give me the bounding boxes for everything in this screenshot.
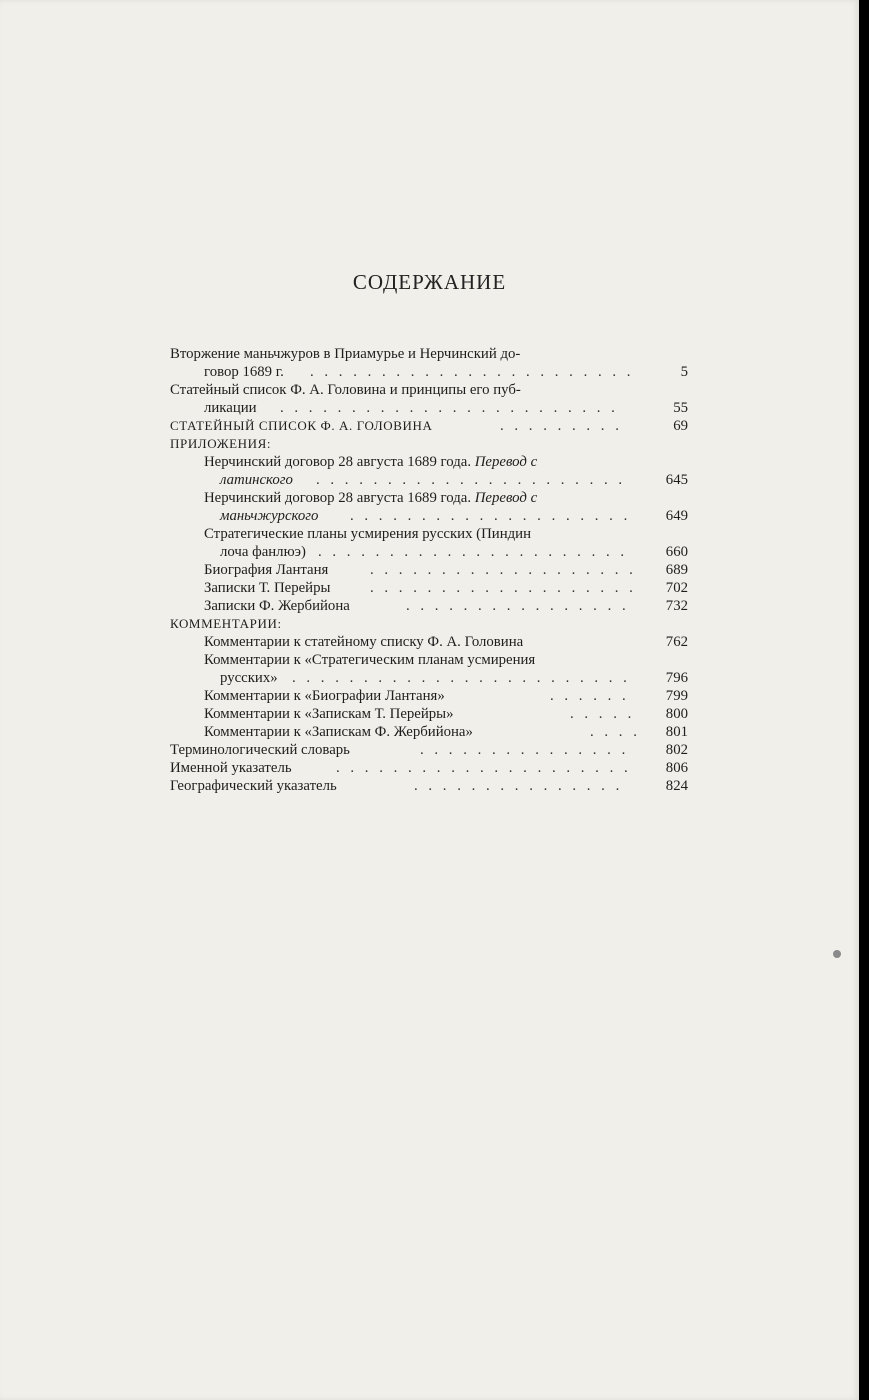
toc-entry-text-cont: русских» (220, 670, 278, 686)
toc-page-number: 5 (680, 364, 688, 380)
toc-entry-text: Комментарии к статейному списку Ф. А. Головина (204, 634, 524, 650)
toc-entry-text: Записки Ф. Жербийона (204, 598, 350, 614)
toc-page-number: 649 (665, 508, 688, 524)
toc-entry (170, 759, 688, 777)
toc-leader: . . . . . . . . . . . . . . . (414, 778, 623, 794)
toc-page-number: 801 (665, 724, 688, 740)
toc-entry-text: Комментарии к «Запискам Т. Перейры» (204, 706, 454, 722)
toc-leader: . . . . . . . . . . . . . . . . . . . . . . . (310, 364, 634, 380)
toc-leader: . . . . . . . . . . . . . . . . . . . (370, 562, 637, 578)
toc-page-number: 702 (665, 580, 688, 596)
toc-leader: . . . . . . . . . . . . . . . . . . . . . . (316, 472, 626, 488)
toc-entry-text: СТАТЕЙНЫЙ СПИСОК Ф. А. ГОЛОВИНА (170, 418, 433, 433)
toc-entry-text: Нерчинский договор 28 августа 1689 года. Перевод с (204, 490, 538, 506)
toc-section-label: ПРИЛОЖЕНИЯ: (170, 436, 272, 451)
toc-page-number: 799 (665, 688, 688, 704)
toc-leader: . . . . . . . . . . . . . . . . . . . . . . . . (280, 400, 619, 416)
toc-page-number: 69 (673, 418, 688, 434)
toc-entry-text: Географический указатель (170, 778, 337, 794)
toc-entry-text: Комментарии к «Стратегическим планам усмирения (204, 652, 536, 668)
toc-entry (170, 723, 688, 741)
toc-page-number: 762 (665, 634, 688, 650)
toc-entry-text: Комментарии к «Биографии Лантаня» (204, 688, 445, 704)
toc-entry (170, 417, 688, 435)
toc-entry-text-cont: латинского (220, 472, 293, 488)
toc-leader: . . . . . . . . . . . . . . . (420, 742, 629, 758)
toc-leader: . . . . . . . . . (500, 418, 623, 434)
toc-page-number: 55 (673, 400, 688, 416)
toc-entry-text-cont: лоча фанлюэ) (220, 544, 306, 560)
toc-page-number: 806 (665, 760, 688, 776)
toc-entry-text: Статейный список Ф. А. Головина и принципы его пуб- (170, 382, 521, 398)
paper-speck (833, 950, 841, 958)
toc-page-number: 689 (665, 562, 688, 578)
toc-entry (170, 345, 688, 381)
toc-page-number: 824 (665, 778, 688, 794)
toc-leader: . . . . . . . . . . . . . . . . . . . (370, 580, 637, 596)
toc-entry-text: Терминологический словарь (170, 742, 350, 758)
toc-entry-text: Именной указатель (170, 760, 292, 776)
toc-leader: . . . . . . (550, 688, 630, 704)
toc-entry (170, 453, 688, 489)
toc-leader: . . . . (590, 724, 641, 740)
toc-leader: . . . . . . . . . . . . . . . . . . . . . . . . (292, 670, 631, 686)
toc-page-number: 802 (665, 742, 688, 758)
toc-entry (170, 741, 688, 759)
toc-leader: . . . . . . . . . . . . . . . . . . . . . . (318, 544, 628, 560)
toc-entry (170, 777, 688, 795)
toc-entry-text: Вторжение маньчжуров в Приамурье и Нерчинский до- (170, 346, 521, 362)
toc-entry (170, 597, 688, 615)
toc-entry (170, 525, 688, 561)
toc-entry (170, 633, 688, 651)
toc-entry (170, 705, 688, 723)
toc-page-number: 796 (665, 670, 688, 686)
toc-leader: . . . . . . . . . . . . . . . . . . . . . (336, 760, 632, 776)
toc-entry (170, 651, 688, 687)
toc-entry-text: Записки Т. Перейры (204, 580, 331, 596)
toc-entry (170, 579, 688, 597)
toc-leader: . . . . . (570, 706, 635, 722)
toc-entry (170, 489, 688, 525)
toc-entry (170, 381, 688, 417)
toc-page-number: 660 (665, 544, 688, 560)
toc-page-number: 800 (665, 706, 688, 722)
toc-entry (170, 561, 688, 579)
toc-entry-text-cont: ликации (204, 400, 257, 416)
toc-section-label: КОММЕНТАРИИ: (170, 616, 282, 631)
toc-entry-text: Комментарии к «Запискам Ф. Жербийона» (204, 724, 473, 740)
toc-entry-text-cont: говор 1689 г. (204, 364, 284, 380)
toc-entry-text: Нерчинский договор 28 августа 1689 года. Перевод с (204, 454, 538, 470)
toc-entry (170, 687, 688, 705)
toc-entry-text: Биография Лантаня (204, 562, 329, 578)
page-title: СОДЕРЖАНИЕ (352, 270, 507, 294)
toc-leader: . . . . . . . . . . . . . . . . . . . . (350, 508, 631, 524)
toc-page-number: 732 (665, 598, 688, 614)
table-of-contents (170, 345, 688, 795)
toc-page-number: 645 (665, 472, 688, 488)
toc-leader: . . . . . . . . . . . . . . . . (406, 598, 630, 614)
toc-entry-text: Стратегические планы усмирения русских (Пиндин (204, 526, 531, 542)
toc-section-heading (170, 615, 688, 633)
toc-entry-text-cont: маньчжурского (220, 508, 319, 524)
toc-section-heading (170, 435, 688, 453)
